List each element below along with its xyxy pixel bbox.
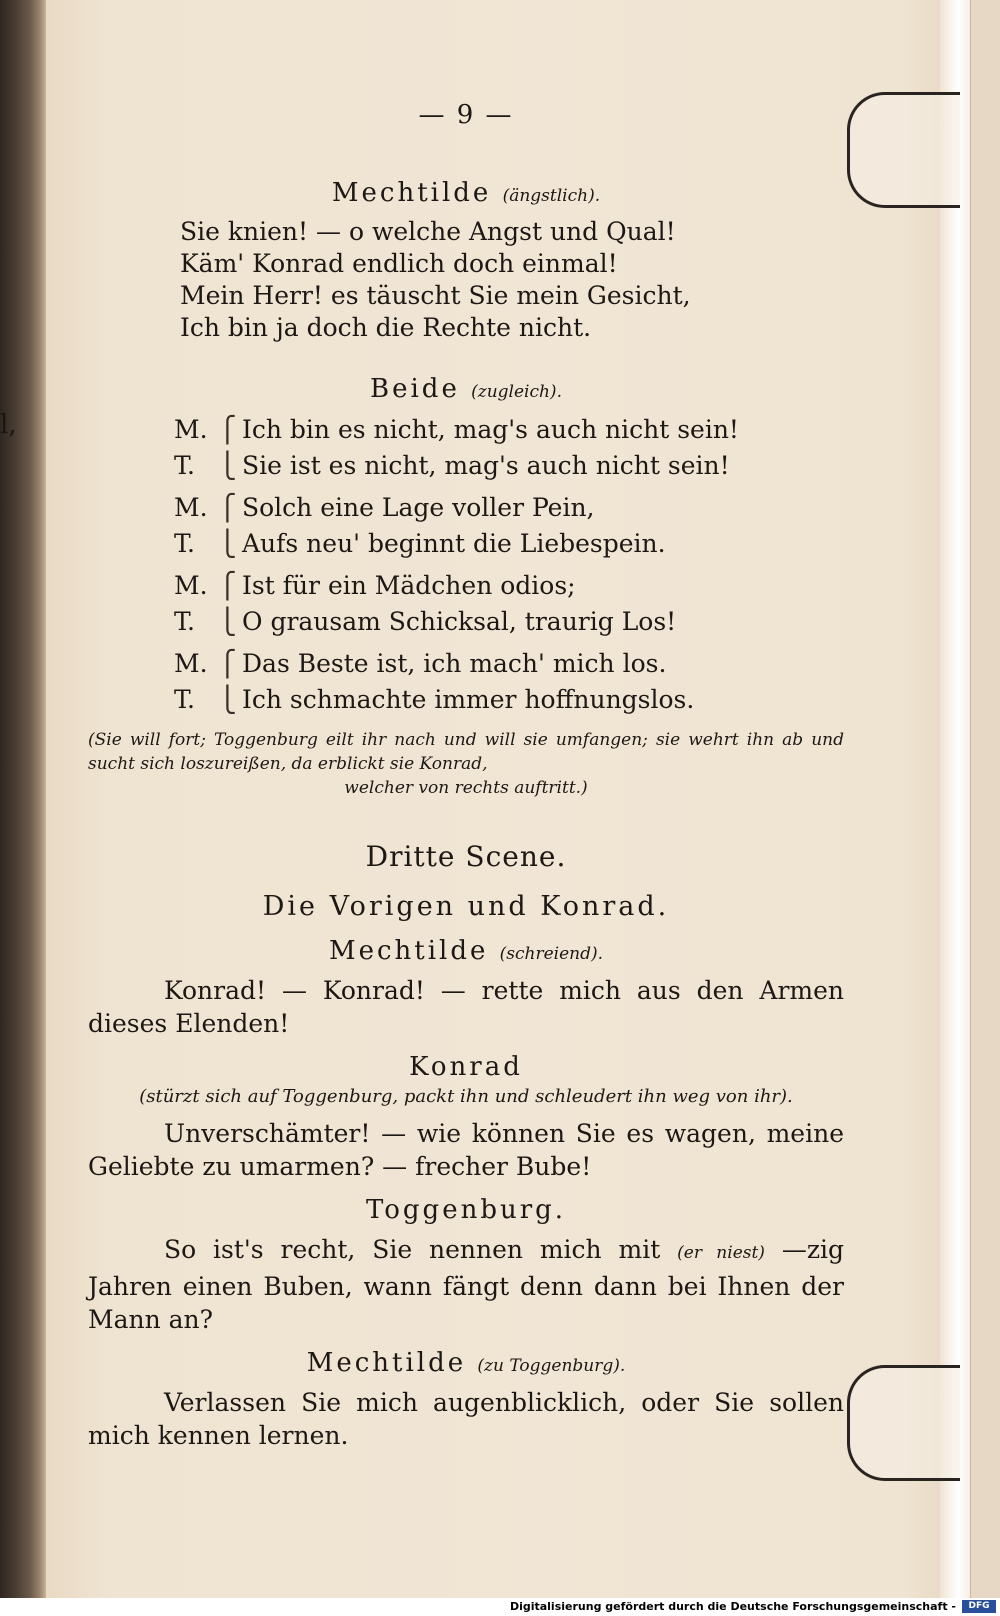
verse-line: Käm' Konrad endlich doch einmal! xyxy=(180,249,618,278)
speaker-name: Mechtilde xyxy=(331,178,492,208)
scanner-clip-top xyxy=(847,92,960,208)
dialogue-text: Unverschämter! — wie können Sie es wagen, meine Geliebte zu umarmen? — frecher Bube! xyxy=(88,1119,844,1181)
dialogue-text xyxy=(88,1233,844,1336)
speaker-name: Mechtilde xyxy=(306,1348,467,1378)
role-t: T. xyxy=(174,529,195,558)
scene-title: Dritte Scene. xyxy=(365,840,567,873)
speaker-name: Toggenburg. xyxy=(365,1195,567,1225)
duet-line: O grausam Schicksal, traurig Los! xyxy=(242,607,677,636)
block-mechtilde-2 xyxy=(88,936,844,1040)
scene-persons: Die Vorigen und Konrad. xyxy=(262,891,670,922)
stage-direction-block xyxy=(88,728,844,800)
aside-direction: (er niest) xyxy=(677,1243,765,1263)
digitization-footer xyxy=(0,1598,1000,1616)
page-edge xyxy=(940,0,970,1598)
duet-pair xyxy=(174,568,844,640)
footer-text: Digitalisierung gefördert durch die Deutsche Forschungsgemeinschaft - xyxy=(509,1600,956,1613)
verse-line: Sie knien! — o welche Angst und Qual! xyxy=(180,217,676,246)
duet-line: Ich schmachte immer hoffnungslos. xyxy=(242,685,695,714)
verse xyxy=(180,216,844,344)
book-spine xyxy=(0,0,46,1616)
duet-line: Ist für ein Mädchen odios; xyxy=(242,571,576,600)
brace: ⎧ ⎩ xyxy=(218,493,237,558)
role-t: T. xyxy=(174,607,195,636)
stage-direction: (zu Toggenburg). xyxy=(477,1356,626,1376)
duet-pair xyxy=(174,646,844,718)
speaker-heading xyxy=(88,1348,844,1378)
dialogue-part: So ist's recht, Sie nennen mich mit xyxy=(164,1235,661,1264)
brace: ⎧ ⎩ xyxy=(218,571,237,636)
page-content xyxy=(88,100,844,1464)
block-konrad xyxy=(88,1052,844,1183)
speaker-heading xyxy=(88,178,844,208)
speaker-name: Beide xyxy=(370,374,460,404)
duet-line: Aufs neu' beginnt die Liebespein. xyxy=(242,529,666,558)
stage-direction: (stürzt sich auf Toggenburg, packt ihn und schleudert ihn weg von ihr). xyxy=(139,1086,793,1107)
block-beide xyxy=(88,374,844,800)
duet-line: Das Beste ist, ich mach' mich los. xyxy=(242,649,667,678)
block-toggenburg xyxy=(88,1195,844,1336)
block-mechtilde-1 xyxy=(88,178,844,344)
verse-line: Ich bin ja doch die Rechte nicht. xyxy=(180,313,592,342)
speaker-name: Konrad xyxy=(409,1052,523,1082)
duet-line: Ich bin es nicht, mag's auch nicht sein! xyxy=(242,415,739,444)
stage-direction: (zugleich). xyxy=(471,382,562,402)
stage-direction: (schreiend). xyxy=(499,944,604,964)
duet-pair xyxy=(174,412,844,484)
role-m: M. xyxy=(174,571,208,600)
duet xyxy=(174,412,844,718)
verse-line: Mein Herr! es täuscht Sie mein Gesicht, xyxy=(180,281,691,310)
brace: ⎧ ⎩ xyxy=(218,415,237,480)
margin-fragment: l, xyxy=(0,410,17,440)
speaker-heading xyxy=(88,936,844,966)
block-mechtilde-3 xyxy=(88,1348,844,1452)
speaker-heading xyxy=(88,374,844,404)
dialogue-text: Verlassen Sie mich augenblicklich, oder Sie sollen mich kennen lernen. xyxy=(88,1388,844,1450)
duet-pair xyxy=(174,490,844,562)
duet-line: Sie ist es nicht, mag's auch nicht sein! xyxy=(242,451,730,480)
dialogue-text: Konrad! — Konrad! — rette mich aus den Armen dieses Elenden! xyxy=(88,976,844,1038)
role-m: M. xyxy=(174,493,208,522)
dialogue-part: —zig Jahren einen Buben, wann fängt denn dann bei Ihnen der Mann an? xyxy=(88,1235,844,1334)
dfg-logo: DFG xyxy=(962,1600,996,1613)
stage-direction-text: (Sie will fort; Toggenburg eilt ihr nach und will sie umfangen; sie wehrt ihn ab und sucht sich loszureißen, da erblickt sie Konrad, xyxy=(88,730,844,774)
role-t: T. xyxy=(174,685,195,714)
role-m: M. xyxy=(174,649,208,678)
stage-direction-text-end: welcher von rechts auftritt.) xyxy=(344,778,588,798)
role-t: T. xyxy=(174,451,195,480)
scanner-clip-bottom xyxy=(847,1365,960,1481)
stage-direction: (ängstlich). xyxy=(502,186,601,206)
role-m: M. xyxy=(174,415,208,444)
page-number: — 9 — xyxy=(418,100,514,130)
speaker-name: Mechtilde xyxy=(328,936,489,966)
duet-line: Solch eine Lage voller Pein, xyxy=(242,493,595,522)
brace: ⎧ ⎩ xyxy=(218,649,237,714)
